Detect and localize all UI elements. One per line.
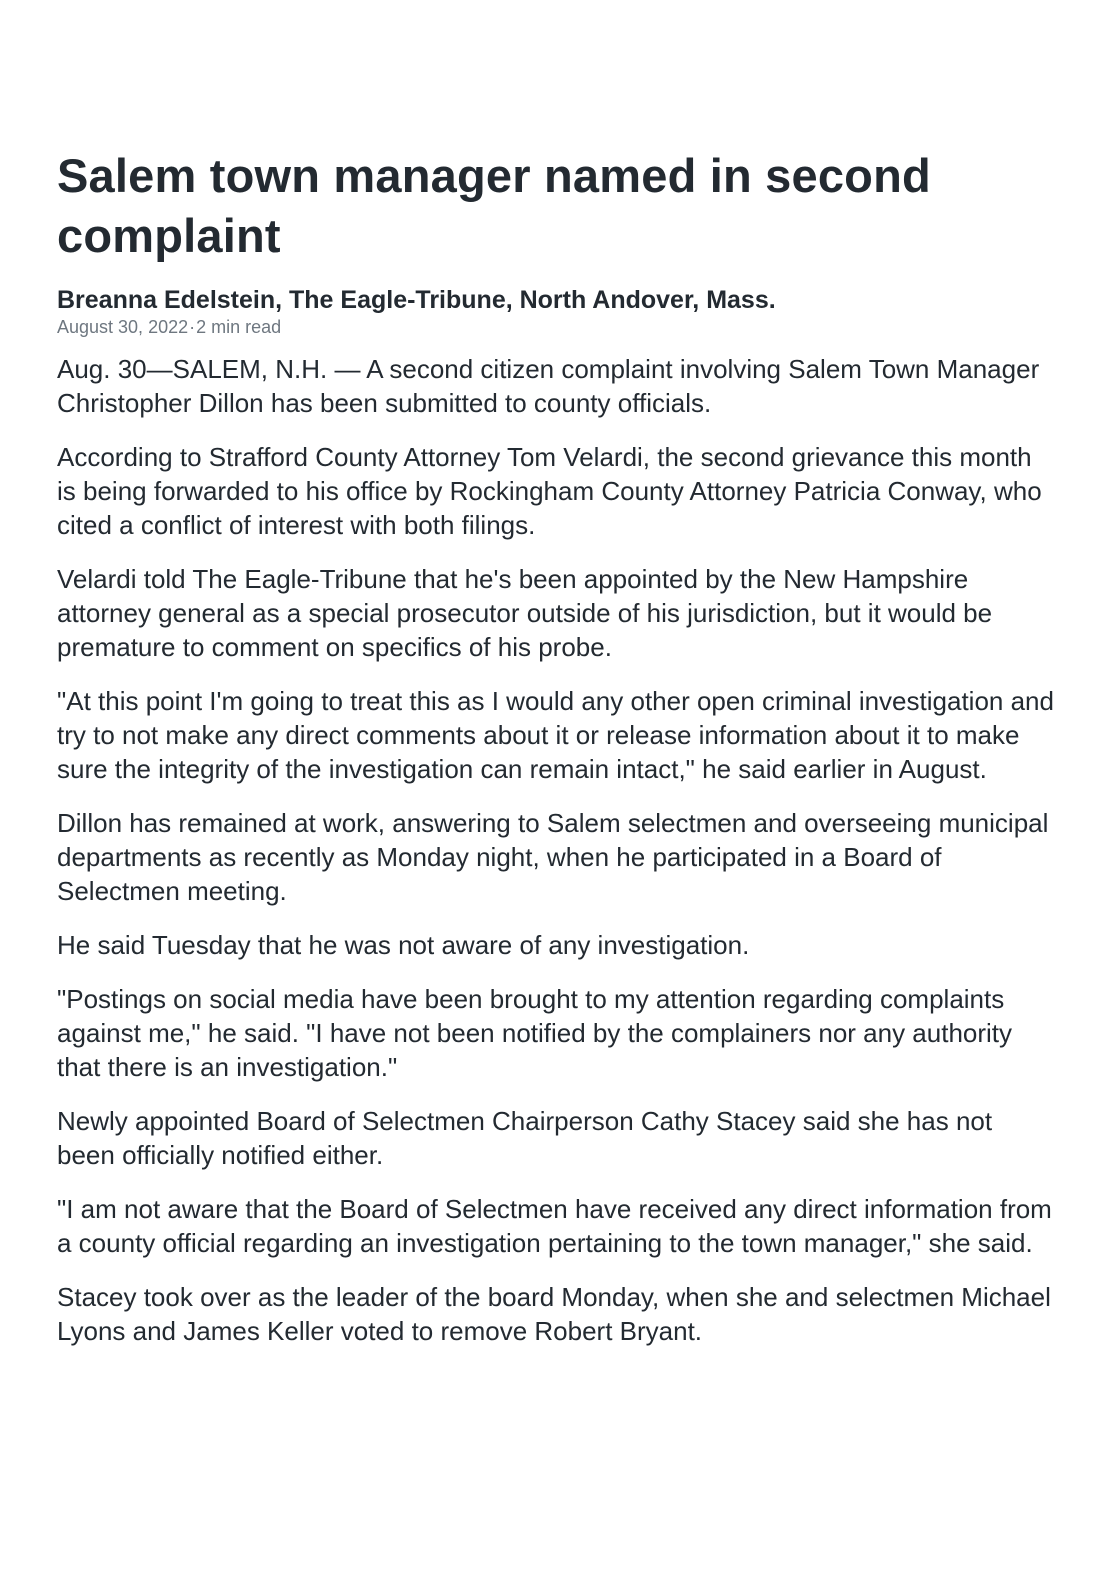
article-paragraph: "Postings on social media have been brought to my attention regarding complaints against me," he said. "I have not been notified by the complainers nor any authority that there is an investigation." <box>57 984 1013 1082</box>
article-read-time: 2 min read <box>196 317 282 337</box>
article-byline: Breanna Edelstein, The Eagle-Tribune, North Andover, Mass. <box>57 286 776 314</box>
meta-separator: · <box>189 317 196 337</box>
article-paragraph: "I am not aware that the Board of Selectmen have received any direct information from a county official regarding an investigation pertaining to the town manager," she said. <box>57 1194 1052 1258</box>
article-paragraph: "At this point I'm going to treat this as I would any other open criminal investigation and try to not make any direct comments about it or release information about it to make sure the integrity of the investigation can remain intact," he said earlier in August. <box>57 686 1054 784</box>
article-paragraph: Aug. 30—SALEM, N.H. — A second citizen complaint involving Salem Town Manager Christopher Dillon has been submitted to county officials. <box>57 354 1040 418</box>
article-paragraph: Newly appointed Board of Selectmen Chairperson Cathy Stacey said she has not been officially notified either. <box>57 1106 993 1170</box>
article-date: August 30, 2022 <box>57 317 189 337</box>
article-headline: Salem town manager named in second complaint <box>57 149 931 262</box>
article-paragraph: Stacey took over as the leader of the board Monday, when she and selectmen Michael Lyons and James Keller voted to remove Robert Bryant. <box>57 1282 1051 1346</box>
article-paragraph: According to Strafford County Attorney Tom Velardi, the second grievance this month is being forwarded to his office by Rockingham County Attorney Patricia Conway, who cited a conflict of interest with both filings. <box>57 442 1042 540</box>
article-paragraph: Velardi told The Eagle-Tribune that he's been appointed by the New Hampshire attorney general as a special prosecutor outside of his jurisdiction, but it would be premature to comment on specifics of his probe. <box>57 564 993 662</box>
article-body <box>57 352 1057 1348</box>
article-meta <box>57 316 1057 338</box>
article-paragraph: He said Tuesday that he was not aware of any investigation. <box>57 930 750 960</box>
article-paragraph: Dillon has remained at work, answering to Salem selectmen and overseeing municipal departments as recently as Monday night, when he participated in a Board of Selectmen meeting. <box>57 808 1049 906</box>
article <box>57 146 1057 1368</box>
